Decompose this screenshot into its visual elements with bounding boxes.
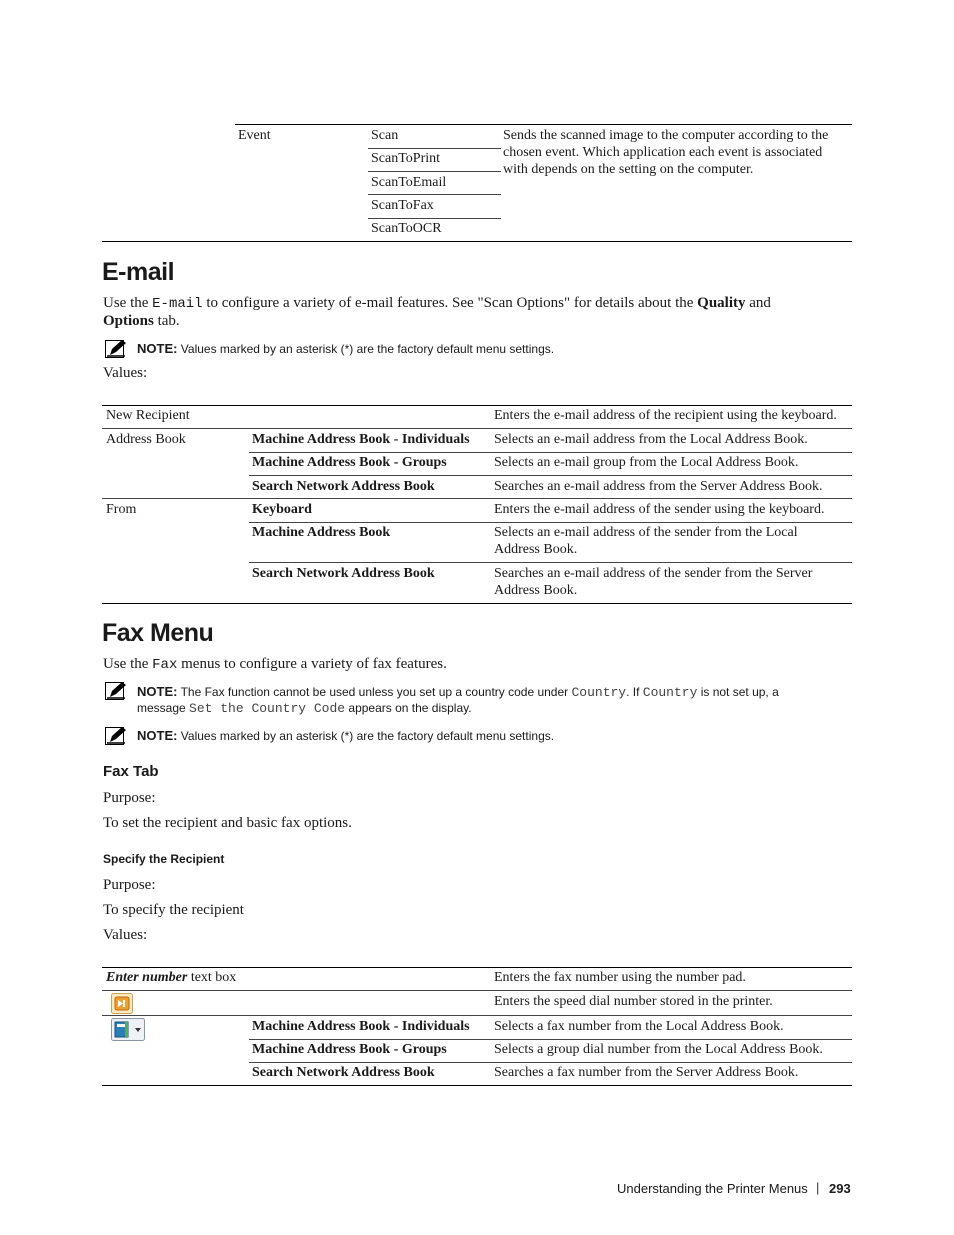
note-text: . If bbox=[626, 685, 643, 699]
intro-code: E-mail bbox=[152, 296, 203, 312]
row-divider bbox=[249, 562, 852, 563]
note-text: Values marked by an asterisk (*) are the factory default menu settings. bbox=[177, 729, 555, 743]
fax-note-country-line2 bbox=[137, 700, 472, 717]
from-search-network-desc: Searches an e-mail address of the sender from the Server bbox=[494, 566, 813, 581]
event-item-scantoprint: ScanToPrint bbox=[371, 151, 441, 166]
row-divider bbox=[368, 194, 501, 195]
event-description-line: Sends the scanned image to the computer according to the bbox=[503, 128, 829, 143]
note-text: is not set up, a bbox=[697, 685, 779, 699]
fax-intro bbox=[103, 655, 447, 674]
enter-number-italic: Enter number bbox=[106, 970, 188, 985]
event-description-line: with depends on the setting on the computer. bbox=[503, 162, 754, 177]
email-intro bbox=[103, 294, 863, 313]
table-top-rule bbox=[235, 124, 852, 125]
from-label: From bbox=[106, 502, 137, 517]
email-heading: E-mail bbox=[102, 258, 175, 286]
specify-purpose-label: Purpose: bbox=[103, 877, 156, 893]
fax-search-network: Search Network Address Book bbox=[252, 1065, 435, 1080]
enter-number-label bbox=[106, 969, 236, 986]
email-values-label: Values: bbox=[103, 365, 148, 381]
event-item-scan: Scan bbox=[371, 128, 399, 143]
intro-text: and bbox=[745, 295, 771, 311]
fax-note-country bbox=[137, 683, 837, 701]
intro-text: Use the bbox=[103, 295, 153, 311]
event-item-scantofax: ScanToFax bbox=[371, 198, 434, 213]
row-divider bbox=[249, 522, 852, 523]
intro-text: to configure a variety of e-mail features. See "Scan Options" for details about the bbox=[202, 295, 698, 311]
intro-code: Fax bbox=[152, 657, 178, 673]
table-bottom-rule bbox=[102, 1085, 852, 1086]
quality-term: Quality bbox=[697, 295, 746, 311]
row-divider bbox=[368, 171, 501, 172]
fax-menu-heading: Fax Menu bbox=[102, 619, 214, 647]
specify-purpose-text: To specify the recipient bbox=[103, 902, 244, 918]
specify-values-label: Values: bbox=[103, 927, 148, 943]
address-book-individuals-desc: Selects an e-mail address from the Local Address Book. bbox=[494, 432, 808, 447]
note-pencil-icon bbox=[105, 340, 127, 358]
row-divider bbox=[368, 148, 501, 149]
from-machine-address-book: Machine Address Book bbox=[252, 525, 391, 540]
address-book-search-network: Search Network Address Book bbox=[252, 479, 435, 494]
intro-text: tab. bbox=[153, 313, 180, 329]
table-top-rule bbox=[102, 405, 852, 406]
email-note bbox=[137, 340, 554, 358]
address-book-individuals: Machine Address Book - Individuals bbox=[252, 432, 470, 447]
fax-search-network-desc: Searches a fax number from the Server Address Book. bbox=[494, 1065, 799, 1080]
table-bottom-rule bbox=[102, 603, 852, 604]
row-divider bbox=[102, 428, 852, 429]
address-book-label: Address Book bbox=[106, 432, 186, 447]
row-divider bbox=[249, 1039, 852, 1040]
footer-section-title: Understanding the Printer Menus bbox=[617, 1181, 808, 1196]
event-description-line: chosen event. Which application each event is associated bbox=[503, 145, 823, 160]
specify-recipient-heading: Specify the Recipient bbox=[103, 852, 225, 866]
from-machine-address-book-desc: Address Book. bbox=[494, 542, 578, 557]
note-code: Country bbox=[571, 685, 627, 700]
new-recipient-label: New Recipient bbox=[106, 408, 190, 423]
from-search-network-desc: Address Book. bbox=[494, 583, 578, 598]
row-divider bbox=[249, 1062, 852, 1063]
event-item-scantoocr: ScanToOCR bbox=[371, 221, 442, 236]
event-item-scantoemail: ScanToEmail bbox=[371, 175, 447, 190]
email-intro-line2 bbox=[103, 312, 180, 330]
table-bottom-rule bbox=[102, 241, 852, 242]
enter-number-rest: text box bbox=[187, 970, 237, 985]
note-pencil-icon bbox=[105, 727, 127, 745]
note-label: NOTE: bbox=[137, 684, 178, 699]
note-pencil-icon bbox=[105, 682, 127, 700]
speed-dial-icon bbox=[111, 993, 133, 1014]
row-divider bbox=[102, 1015, 852, 1016]
from-search-network: Search Network Address Book bbox=[252, 566, 435, 581]
fax-tab-purpose-label: Purpose: bbox=[103, 790, 156, 806]
new-recipient-desc: Enters the e-mail address of the recipient using the keyboard. bbox=[494, 408, 837, 423]
fax-address-book-groups: Machine Address Book - Groups bbox=[252, 1042, 447, 1057]
enter-number-desc: Enters the fax number using the number pad. bbox=[494, 970, 746, 985]
from-keyboard: Keyboard bbox=[252, 502, 312, 517]
fax-note-defaults bbox=[137, 727, 554, 745]
footer-separator: | bbox=[816, 1180, 820, 1195]
fax-tab-heading: Fax Tab bbox=[103, 763, 159, 780]
speed-dial-desc: Enters the speed dial number stored in the printer. bbox=[494, 994, 773, 1009]
table-top-rule bbox=[102, 967, 852, 968]
row-divider bbox=[102, 498, 852, 499]
fax-tab-purpose-text: To set the recipient and basic fax options. bbox=[103, 815, 352, 831]
fax-address-book-individuals-desc: Selects a fax number from the Local Address Book. bbox=[494, 1019, 784, 1034]
address-book-search-network-desc: Searches an e-mail address from the Server Address Book. bbox=[494, 479, 823, 494]
note-text: message bbox=[137, 701, 190, 715]
note-text: Values marked by an asterisk (*) are the factory default menu settings. bbox=[177, 342, 555, 356]
note-text: appears on the display. bbox=[345, 701, 472, 715]
from-keyboard-desc: Enters the e-mail address of the sender using the keyboard. bbox=[494, 502, 825, 517]
options-term: Options bbox=[103, 313, 154, 329]
row-divider bbox=[102, 990, 852, 991]
note-label: NOTE: bbox=[137, 728, 178, 743]
address-book-groups-desc: Selects an e-mail group from the Local Address Book. bbox=[494, 455, 799, 470]
row-divider bbox=[249, 475, 852, 476]
fax-address-book-groups-desc: Selects a group dial number from the Local Address Book. bbox=[494, 1042, 823, 1057]
address-book-dropdown-icon bbox=[111, 1018, 145, 1041]
fax-address-book-individuals: Machine Address Book - Individuals bbox=[252, 1019, 470, 1034]
note-text: The Fax function cannot be used unless you set up a country code under bbox=[177, 685, 572, 699]
note-code: Country bbox=[642, 685, 698, 700]
intro-text: menus to configure a variety of fax features. bbox=[177, 656, 447, 672]
row-divider bbox=[368, 218, 501, 219]
event-label: Event bbox=[238, 128, 271, 143]
intro-text: Use the bbox=[103, 656, 153, 672]
note-label: NOTE: bbox=[137, 341, 178, 356]
row-divider bbox=[249, 452, 852, 453]
note-code: Set the Country Code bbox=[189, 701, 346, 716]
from-machine-address-book-desc: Selects an e-mail address of the sender from the Local bbox=[494, 525, 798, 540]
address-book-groups: Machine Address Book - Groups bbox=[252, 455, 447, 470]
page-number: 293 bbox=[829, 1181, 851, 1196]
